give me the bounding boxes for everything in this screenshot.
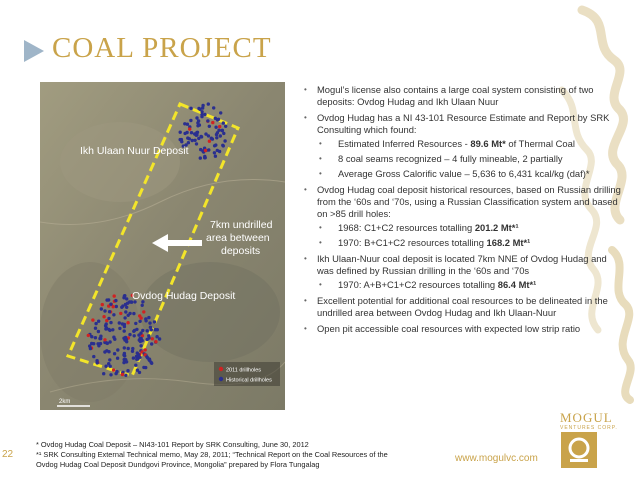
drillhole-dot: [134, 322, 137, 325]
drillhole-dot: [119, 312, 122, 315]
drillhole-dot: [144, 348, 147, 351]
map-label-north: Ikh Ulaan Nuur Deposit: [80, 145, 189, 157]
drillhole-dot: [155, 335, 158, 338]
drillhole-dot: [124, 358, 127, 361]
drillhole-dot: [139, 316, 142, 319]
drillhole-dot: [190, 131, 193, 134]
drillhole-dot: [95, 359, 98, 362]
drillhole-dot: [144, 317, 147, 320]
drillhole-dot: [127, 314, 130, 317]
drillhole-dot: [219, 111, 222, 114]
drillhole-dot: [99, 335, 102, 338]
drillhole-dot: [126, 321, 129, 324]
drillhole-dot: [141, 304, 144, 307]
drillhole-dot: [193, 139, 196, 142]
drillhole-dot: [180, 140, 183, 143]
drillhole-dot: [208, 125, 211, 128]
drillhole-dot: [131, 347, 134, 350]
drillhole-dot: [147, 334, 150, 337]
drillhole-dot: [216, 131, 219, 134]
drillhole-dot: [108, 310, 111, 313]
drillhole-dot: [141, 339, 144, 342]
drillhole-dot: [179, 131, 182, 134]
drillhole-dot: [113, 352, 116, 355]
drillhole-dot: [94, 327, 97, 330]
drillhole-dot: [148, 321, 151, 324]
drillhole-dot: [125, 338, 128, 341]
drillhole-dot: [109, 373, 112, 376]
bullet-historical-resources: • Ovdog Hudag coal deposit historical resources, based on Russian drilling from the ‘60s and ‘70s, using a Russian Classification system and based on >85 drill holes: • 1968: C1+C2 resources totalling 201.2 Mt*¹ • 1970: B+C1+C2 resources totalling 168.2 Mt*¹: [302, 184, 622, 249]
map-arrow-label-3: deposits: [221, 245, 261, 257]
drillhole-dot: [215, 136, 218, 139]
drillhole-dot: [183, 122, 186, 125]
drillhole-dot: [201, 104, 204, 107]
drillhole-dot: [100, 307, 103, 310]
drillhole-dot: [116, 348, 119, 351]
footnote-3: Ovdog Hudag Coal Deposit Dundgovi Province, Mongolia” prepared by Flora Tungalag: [36, 460, 320, 469]
footnote-2: *¹ SRK Consulting External Technical memo, May 28, 2011; “Technical Report on the Coal Resources of the: [36, 450, 388, 459]
drillhole-dot: [136, 369, 139, 372]
drillhole-dot: [97, 330, 100, 333]
map-arrow-label-2: area between: [206, 232, 270, 244]
drillhole-dot: [103, 309, 106, 312]
drillhole-dot: [108, 329, 111, 332]
drillhole-dot: [156, 328, 159, 331]
drillhole-dot: [108, 358, 111, 361]
drillhole-dot: [102, 372, 105, 375]
drillhole-dot: [105, 326, 108, 329]
drillhole-dot: [142, 366, 145, 369]
drillhole-dot: [199, 148, 202, 151]
drillhole-dot: [138, 320, 141, 323]
drillhole-dot: [107, 362, 110, 365]
drillhole-dot: [113, 338, 116, 341]
drillhole-dot: [203, 113, 206, 116]
drillhole-dot: [185, 131, 188, 134]
drillhole-dot: [146, 329, 149, 332]
slide-number: 22: [2, 449, 14, 460]
drillhole-dot: [219, 134, 222, 137]
drillhole-dot: [207, 134, 210, 137]
drillhole-dot: [126, 302, 129, 305]
drillhole-dot: [150, 342, 153, 345]
drillhole-dot: [112, 305, 115, 308]
drillhole-dot: [134, 364, 137, 367]
drillhole-dot: [104, 365, 107, 368]
drillhole-dot: [124, 374, 127, 377]
drillhole-dot: [116, 357, 119, 360]
drillhole-dot: [216, 149, 219, 152]
drillhole-dot: [206, 119, 209, 122]
drillhole-dot: [123, 346, 126, 349]
drillhole-dot: [121, 373, 124, 376]
drillhole-dot: [222, 121, 225, 124]
bullet-potential: • Excellent potential for additional coal resources to be delineated in the undrilled area between Ovdog Hudag and Ikh Ulaan-Nuur: [302, 295, 622, 319]
drillhole-dot: [112, 313, 115, 316]
drillhole-dot: [124, 310, 127, 313]
drillhole-dot: [123, 329, 126, 332]
drillhole-dot: [118, 327, 121, 330]
drillhole-dot: [207, 102, 210, 105]
drillhole-dot: [133, 334, 136, 337]
drillhole-dot: [103, 338, 106, 341]
drillhole-dot: [214, 143, 217, 146]
drillhole-dot: [94, 336, 97, 339]
satellite-map: [40, 82, 285, 410]
drillhole-dot: [195, 142, 198, 145]
drillhole-dot: [115, 305, 118, 308]
drillhole-dot: [135, 355, 138, 358]
drillhole-dot: [188, 137, 191, 140]
drillhole-dot: [91, 318, 94, 321]
drillhole-dot: [101, 303, 104, 306]
drillhole-dot: [154, 340, 157, 343]
sub-bullet-inferred-resources: • Estimated Inferred Resources - 89.6 Mt* of Thermal Coal: [317, 138, 622, 150]
drillhole-dot: [122, 361, 125, 364]
drillhole-dot: [213, 151, 216, 154]
drillhole-dot: [214, 126, 217, 129]
drillhole-dot: [204, 156, 207, 159]
sub-bullet-1970-ikh: • 1970: A+B+C1+C2 resources totalling 86.4 Mt*¹: [317, 279, 622, 291]
drillhole-dot: [151, 337, 154, 340]
sub-bullet-1970: • 1970: B+C1+C2 resources totalling 168.2 Mt*¹: [317, 237, 622, 249]
drillhole-dot: [132, 356, 135, 359]
drillhole-dot: [122, 353, 125, 356]
drillhole-dot: [109, 303, 112, 306]
logo-subtitle: VENTURES CORP.: [560, 425, 618, 431]
drillhole-dot: [189, 119, 192, 122]
footnotes: [36, 440, 456, 470]
drillhole-dot: [103, 350, 106, 353]
drillhole-dot: [211, 137, 214, 140]
map-arrow-label-1: 7km undrilled: [210, 219, 273, 231]
drillhole-dot: [97, 320, 100, 323]
drillhole-dot: [115, 370, 118, 373]
drillhole-dot: [123, 323, 126, 326]
drillhole-dot: [149, 326, 152, 329]
legend-2011-drillholes: 2011 drillholes: [226, 367, 262, 374]
drillhole-dot: [123, 294, 126, 297]
drillhole-dot: [107, 298, 110, 301]
sub-bullet-1968: • 1968: C1+C2 resources totalling 201.2 Mt*¹: [317, 222, 622, 234]
drillhole-dot: [123, 316, 126, 319]
drillhole-dot: [221, 129, 224, 132]
mogul-logo-icon: [561, 432, 597, 468]
drillhole-dot: [222, 132, 225, 135]
drillhole-dot: [212, 106, 215, 109]
drillhole-dot: [120, 306, 123, 309]
drillhole-dot: [196, 124, 199, 127]
drillhole-dot: [127, 347, 130, 350]
drillhole-dot: [118, 321, 121, 324]
logo-name: MOGUL: [560, 410, 613, 425]
drillhole-dot: [217, 118, 220, 121]
drillhole-dot: [112, 368, 115, 371]
drillhole-dot: [195, 116, 198, 119]
drillhole-dot: [187, 141, 190, 144]
drillhole-dot: [125, 297, 128, 300]
drillhole-dot: [132, 312, 135, 315]
sub-bullet-coal-seams: • 8 coal seams recognized – 4 fully mineable, 2 partially: [317, 153, 622, 165]
drillhole-dot: [195, 133, 198, 136]
drillhole-dot: [197, 119, 200, 122]
sub-bullet-calorific-value: • Average Gross Calorific value – 5,636 to 6,431 kcal/kg (daf)*: [317, 168, 622, 180]
drillhole-dot: [113, 294, 116, 297]
bullet-license: • Mogul’s license also contains a large coal system consisting of two deposits: Ovdog Hudag and Ikh Ulaan Nuur: [302, 84, 622, 108]
drillhole-dot: [126, 369, 129, 372]
bullet-list: [302, 84, 622, 339]
drillhole-dot: [89, 347, 92, 350]
drillhole-dot: [147, 316, 150, 319]
drillhole-dot: [139, 344, 142, 347]
map-label-south: Ovdog Hudag Deposit: [132, 290, 236, 302]
drillhole-dot: [199, 156, 202, 159]
drillhole-dot: [150, 362, 153, 365]
drillhole-dot: [153, 320, 156, 323]
drillhole-dot: [111, 328, 114, 331]
drillhole-dot: [222, 144, 225, 147]
drillhole-dot: [211, 121, 214, 124]
drillhole-dot: [96, 342, 99, 345]
drillhole-dot: [188, 127, 191, 130]
drillhole-dot: [92, 355, 95, 358]
drillhole-dot: [199, 135, 202, 138]
drillhole-dot: [208, 140, 211, 143]
drillhole-dot: [107, 350, 110, 353]
footnote-1: * Ovdog Hudag Coal Deposit – NI43-101 Report by SRK Consulting, June 30, 2012: [36, 440, 309, 449]
drillhole-dot: [90, 342, 93, 345]
chevron-right-icon: [24, 40, 44, 62]
website-link[interactable]: www.mogulvc.com: [455, 453, 538, 464]
bullet-ni43-101: • Ovdog Hudag has a NI 43-101 Resource Estimate and Report by SRK Consulting which found: • Estimated Inferred Resources - 89.6 Mt* of Thermal Coal • 8 coal seams recognized – 4 fully mineable, 2 partially • Average Gross Calorific value – 5,636 to 6,431 kcal/kg (daf)*: [302, 112, 622, 180]
drillhole-dot: [204, 149, 207, 152]
drillhole-dot: [189, 107, 192, 110]
drillhole-dot: [125, 306, 128, 309]
drillhole-dot: [224, 125, 227, 128]
bullet-ikh-ulaan-nuur: • Ikh Ulaan-Nuur coal deposit is located 7km NNE of Ovdog Hudag and was defined by Russian drilling in the ‘60s and ‘70s • 1970: A+B+C1+C2 resources totalling 86.4 Mt*¹: [302, 253, 622, 291]
drillhole-dot: [109, 321, 112, 324]
drillhole-dot: [218, 125, 221, 128]
drillhole-dot: [114, 299, 117, 302]
drillhole-dot: [142, 310, 145, 313]
drillhole-dot: [106, 342, 109, 345]
drillhole-dot: [191, 139, 194, 142]
drillhole-dot: [133, 329, 136, 332]
drillhole-dot: [128, 333, 131, 336]
drillhole-dot: [102, 315, 105, 318]
scale-label: 2km: [59, 399, 71, 405]
drillhole-dot: [223, 139, 226, 142]
legend-historical-drillholes: Historical drillholes: [226, 377, 272, 384]
map-legend: [214, 362, 280, 386]
drillhole-dot: [198, 108, 201, 111]
drillhole-dot: [107, 317, 110, 320]
drillhole-dot: [87, 334, 90, 337]
drillhole-dot: [214, 155, 217, 158]
drillhole-dot: [146, 338, 149, 341]
page-title: COAL PROJECT: [52, 32, 272, 64]
drillhole-dot: [94, 322, 97, 325]
drillhole-dot: [139, 331, 142, 334]
bullet-open-pit: • Open pit accessible coal resources with expected low strip ratio: [302, 323, 622, 335]
drillhole-dot: [158, 337, 161, 340]
